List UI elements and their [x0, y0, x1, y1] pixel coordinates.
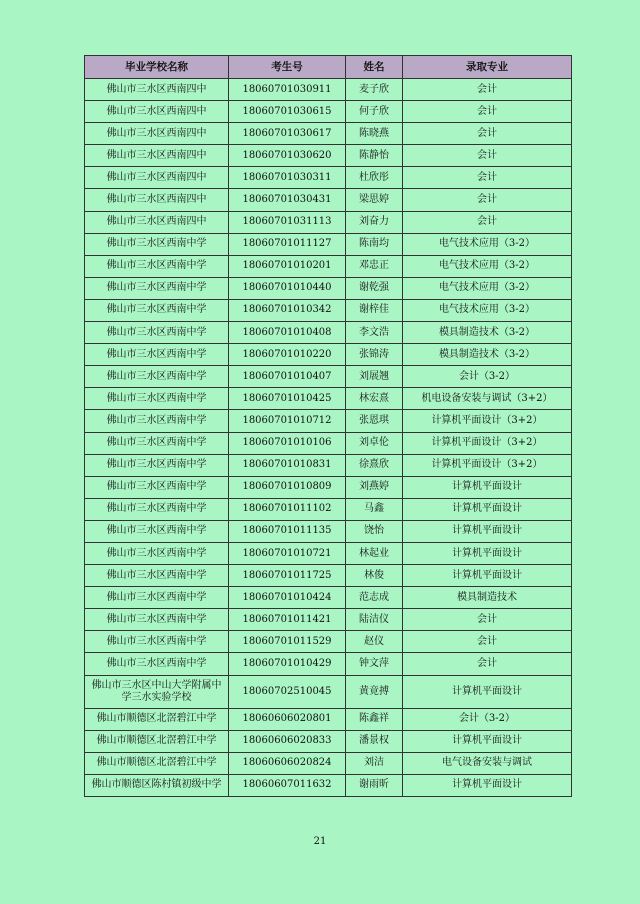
cell-name: 邓忠正: [346, 255, 403, 277]
cell-major: 会计: [403, 79, 572, 101]
table-row: [85, 708, 572, 730]
table-row: [85, 189, 572, 211]
cell-name: 刘燕婷: [346, 476, 403, 498]
table-row: [85, 255, 572, 277]
cell-name: 林俊: [346, 565, 403, 587]
cell-major: 会计: [403, 101, 572, 123]
cell-school: 佛山市三水区西南四中: [85, 145, 229, 167]
cell-name: 陈南均: [346, 233, 403, 255]
cell-exam-number: 18060701030620: [229, 145, 346, 167]
cell-major: 会计: [403, 631, 572, 653]
cell-school: 佛山市三水区西南中学: [85, 233, 229, 255]
cell-school: 佛山市三水区西南中学: [85, 520, 229, 542]
cell-name: 范志成: [346, 587, 403, 609]
cell-name: 黄竟搏: [346, 675, 403, 708]
table-row: [85, 454, 572, 476]
table-row: [85, 145, 572, 167]
cell-school: 佛山市三水区西南中学: [85, 366, 229, 388]
cell-name: 张锦涛: [346, 344, 403, 366]
table-row: [85, 675, 572, 708]
table-row: [85, 277, 572, 299]
cell-exam-number: 18060701011529: [229, 631, 346, 653]
cell-exam-number: 18060701011102: [229, 498, 346, 520]
cell-exam-number: 18060701030617: [229, 123, 346, 145]
cell-name: 林宏熹: [346, 388, 403, 410]
table-row: [85, 730, 572, 752]
table-row: [85, 565, 572, 587]
table-row: [85, 752, 572, 774]
cell-school: 佛山市三水区西南中学: [85, 631, 229, 653]
table-row: [85, 587, 572, 609]
table-row: [85, 476, 572, 498]
cell-name: 何子欣: [346, 101, 403, 123]
cell-school: 佛山市三水区西南中学: [85, 587, 229, 609]
cell-major: 计算机平面设计（3+2）: [403, 454, 572, 476]
cell-major: 计算机平面设计: [403, 520, 572, 542]
header-exam-number: 考生号: [229, 56, 346, 79]
cell-name: 李文浩: [346, 322, 403, 344]
cell-exam-number: 18060702510045: [229, 675, 346, 708]
table-row: [85, 299, 572, 321]
cell-major: 计算机平面设计（3+2）: [403, 410, 572, 432]
table-row: [85, 344, 572, 366]
cell-major: 模具制造技术（3-2）: [403, 322, 572, 344]
cell-name: 陈鑫祥: [346, 708, 403, 730]
table-row: [85, 233, 572, 255]
cell-name: 陈晓燕: [346, 123, 403, 145]
cell-exam-number: 18060701011135: [229, 520, 346, 542]
cell-exam-number: 18060701010408: [229, 322, 346, 344]
cell-exam-number: 18060701030431: [229, 189, 346, 211]
cell-name: 徐熹欣: [346, 454, 403, 476]
table-body: [85, 79, 572, 797]
cell-exam-number: 18060701010201: [229, 255, 346, 277]
table-row: [85, 211, 572, 233]
table-row: [85, 410, 572, 432]
cell-school: 佛山市三水区西南四中: [85, 123, 229, 145]
table-row: [85, 101, 572, 123]
cell-name: 谢乾强: [346, 277, 403, 299]
cell-exam-number: 18060606020824: [229, 752, 346, 774]
cell-name: 刘卓伦: [346, 432, 403, 454]
table-row: [85, 388, 572, 410]
cell-major: 会计: [403, 609, 572, 631]
cell-name: 梁思婷: [346, 189, 403, 211]
cell-school: 佛山市三水区中山大学附属中学三水实验学校: [85, 675, 229, 708]
page-number: 21: [313, 836, 327, 847]
cell-major: 会计: [403, 167, 572, 189]
cell-exam-number: 18060701031113: [229, 211, 346, 233]
cell-school: 佛山市三水区西南中学: [85, 432, 229, 454]
cell-school: 佛山市顺德区北滘碧江中学: [85, 708, 229, 730]
cell-school: 佛山市三水区西南四中: [85, 167, 229, 189]
cell-major: 计算机平面设计: [403, 730, 572, 752]
header-school: 毕业学校名称: [85, 56, 229, 79]
cell-major: 会计: [403, 145, 572, 167]
cell-name: 张恩琪: [346, 410, 403, 432]
table-row: [85, 498, 572, 520]
cell-exam-number: 18060701010425: [229, 388, 346, 410]
cell-name: 陆洁仪: [346, 609, 403, 631]
cell-major: 会计: [403, 653, 572, 675]
cell-exam-number: 18060701010831: [229, 454, 346, 476]
cell-school: 佛山市三水区西南中学: [85, 344, 229, 366]
cell-school: 佛山市三水区西南中学: [85, 542, 229, 564]
cell-major: 电气技术应用（3-2）: [403, 233, 572, 255]
cell-exam-number: 18060701010712: [229, 410, 346, 432]
header-row: [85, 56, 572, 79]
cell-major: 计算机平面设计: [403, 565, 572, 587]
cell-exam-number: 18060701011725: [229, 565, 346, 587]
cell-school: 佛山市三水区西南中学: [85, 653, 229, 675]
cell-name: 潘景权: [346, 730, 403, 752]
cell-major: 电气技术应用（3-2）: [403, 255, 572, 277]
table-row: [85, 774, 572, 796]
table-row: [85, 123, 572, 145]
cell-name: 刘洁: [346, 752, 403, 774]
cell-exam-number: 18060701030911: [229, 79, 346, 101]
table-row: [85, 520, 572, 542]
cell-major: 模具制造技术（3-2）: [403, 344, 572, 366]
cell-exam-number: 18060701030615: [229, 101, 346, 123]
cell-major: 会计: [403, 211, 572, 233]
cell-exam-number: 18060701010440: [229, 277, 346, 299]
cell-exam-number: 18060701010429: [229, 653, 346, 675]
cell-major: 会计: [403, 189, 572, 211]
table-row: [85, 366, 572, 388]
cell-name: 杜欣彤: [346, 167, 403, 189]
cell-exam-number: 18060607011632: [229, 774, 346, 796]
cell-exam-number: 18060606020833: [229, 730, 346, 752]
cell-school: 佛山市三水区西南中学: [85, 255, 229, 277]
cell-name: 林起业: [346, 542, 403, 564]
cell-exam-number: 18060701010407: [229, 366, 346, 388]
cell-school: 佛山市三水区西南中学: [85, 498, 229, 520]
cell-major: 模具制造技术: [403, 587, 572, 609]
cell-school: 佛山市顺德区陈村镇初级中学: [85, 774, 229, 796]
cell-major: 计算机平面设计: [403, 498, 572, 520]
table-row: [85, 609, 572, 631]
cell-name: 谢雨昕: [346, 774, 403, 796]
cell-school: 佛山市三水区西南中学: [85, 277, 229, 299]
cell-major: 计算机平面设计（3+2）: [403, 432, 572, 454]
cell-major: 会计（3-2）: [403, 366, 572, 388]
cell-school: 佛山市三水区西南中学: [85, 454, 229, 476]
cell-major: 会计: [403, 123, 572, 145]
table-row: [85, 542, 572, 564]
cell-school: 佛山市三水区西南中学: [85, 609, 229, 631]
cell-exam-number: 18060701010106: [229, 432, 346, 454]
cell-major: 计算机平面设计: [403, 774, 572, 796]
cell-major: 计算机平面设计: [403, 675, 572, 708]
cell-school: 佛山市三水区西南中学: [85, 388, 229, 410]
table-row: [85, 322, 572, 344]
header-major: 录取专业: [403, 56, 572, 79]
table-row: [85, 167, 572, 189]
cell-exam-number: 18060701030311: [229, 167, 346, 189]
cell-name: 谢梓佳: [346, 299, 403, 321]
cell-major: 计算机平面设计: [403, 542, 572, 564]
cell-name: 饶怡: [346, 520, 403, 542]
cell-school: 佛山市三水区西南四中: [85, 211, 229, 233]
cell-exam-number: 18060701010809: [229, 476, 346, 498]
cell-name: 陈静怡: [346, 145, 403, 167]
cell-school: 佛山市三水区西南中学: [85, 410, 229, 432]
admission-table: [84, 55, 572, 797]
cell-name: 马鑫: [346, 498, 403, 520]
cell-major: 会计（3-2）: [403, 708, 572, 730]
cell-exam-number: 18060606020801: [229, 708, 346, 730]
cell-exam-number: 18060701010220: [229, 344, 346, 366]
cell-exam-number: 18060701011421: [229, 609, 346, 631]
cell-school: 佛山市三水区西南四中: [85, 189, 229, 211]
cell-exam-number: 18060701010424: [229, 587, 346, 609]
cell-name: 麦子欣: [346, 79, 403, 101]
cell-school: 佛山市三水区西南中学: [85, 565, 229, 587]
cell-major: 电气技术应用（3-2）: [403, 277, 572, 299]
cell-major: 计算机平面设计: [403, 476, 572, 498]
cell-school: 佛山市三水区西南中学: [85, 476, 229, 498]
cell-major: 机电设备安装与调试（3+2）: [403, 388, 572, 410]
cell-name: 钟文萍: [346, 653, 403, 675]
cell-name: 赵仪: [346, 631, 403, 653]
table-row: [85, 631, 572, 653]
cell-name: 刘奋力: [346, 211, 403, 233]
table-row: [85, 79, 572, 101]
cell-school: 佛山市顺德区北滘碧江中学: [85, 752, 229, 774]
cell-major: 电气技术应用（3-2）: [403, 299, 572, 321]
cell-name: 刘展翘: [346, 366, 403, 388]
cell-school: 佛山市三水区西南中学: [85, 322, 229, 344]
cell-exam-number: 18060701010342: [229, 299, 346, 321]
cell-school: 佛山市三水区西南四中: [85, 79, 229, 101]
cell-major: 电气设备安装与调试: [403, 752, 572, 774]
cell-school: 佛山市三水区西南四中: [85, 101, 229, 123]
header-name: 姓名: [346, 56, 403, 79]
cell-exam-number: 18060701011127: [229, 233, 346, 255]
cell-school: 佛山市三水区西南中学: [85, 299, 229, 321]
table-row: [85, 432, 572, 454]
table-row: [85, 653, 572, 675]
cell-exam-number: 18060701010721: [229, 542, 346, 564]
cell-school: 佛山市顺德区北滘碧江中学: [85, 730, 229, 752]
